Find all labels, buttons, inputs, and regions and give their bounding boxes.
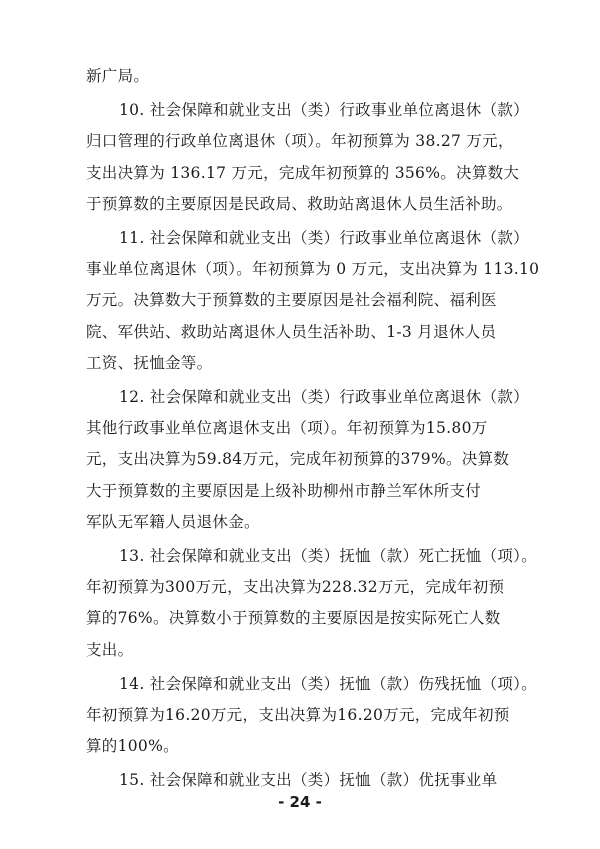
text-line: 其他行政事业单位离退休支出（项）。年初预算为15.80万 <box>86 419 488 438</box>
page-number: - 24 - <box>278 793 322 811</box>
text-line: 算的76%。决算数小于预算数的主要原因是按实际死亡人数 <box>86 609 501 628</box>
text-line: 15. 社会保障和就业支出（类）抚恤（款）优抚事业单 <box>119 771 498 790</box>
text-line: 支出决算为 136.17 万元，完成年初预算的 356%。决算数大 <box>86 163 520 182</box>
text-line: 14. 社会保障和就业支出（类）抚恤（款）伤残抚恤（项）。 <box>119 674 538 693</box>
text-line: 年初预算为16.20万元，支出决算为16.20万元，完成年初预 <box>86 706 510 724</box>
text-line: 院、军供站、救助站离退休人员生活补助、1-3 月退休人员 <box>86 322 497 341</box>
text-line: 年初预算为300万元，支出决算为228.32万元，完成年初预 <box>86 578 505 597</box>
text-line: 事业单位离退休（项）。年初预算为 0 万元，支出决算为 113.10 <box>86 260 540 279</box>
text-line: 军队无军籍人员退休金。 <box>86 512 260 531</box>
text-line: 新广局。 <box>86 67 150 85</box>
text-line: 万元。决算数大于预算数的主要原因是社会福利院、福利医 <box>86 291 497 310</box>
text-line: 于预算数的主要原因是民政局、救助站离退休人员生活补助。 <box>86 194 513 213</box>
text-line: 支出。 <box>86 640 134 659</box>
text-line: 大于预算数的主要原因是上级补助柳州市静兰军休所支付 <box>86 481 482 500</box>
text-line: 工资、抚恤金等。 <box>86 353 213 372</box>
text-line: 11. 社会保障和就业支出（类）行政事业单位离退休（款） <box>119 229 529 247</box>
text-line: 12. 社会保障和就业支出（类）行政事业单位离退休（款） <box>119 388 529 406</box>
text-line: 10. 社会保障和就业支出（类）行政事业单位离退休（款） <box>119 101 529 120</box>
text-line: 13. 社会保障和就业支出（类）抚恤（款）死亡抚恤（项）。 <box>119 547 538 565</box>
text-line: 算的100%。 <box>86 737 179 756</box>
text-line: 归口管理的行政单位离退休（项）。年初预算为 38.27 万元， <box>86 132 514 151</box>
text-line: 元，支出决算为59.84万元，完成年初预算的379%。决算数 <box>86 450 510 469</box>
